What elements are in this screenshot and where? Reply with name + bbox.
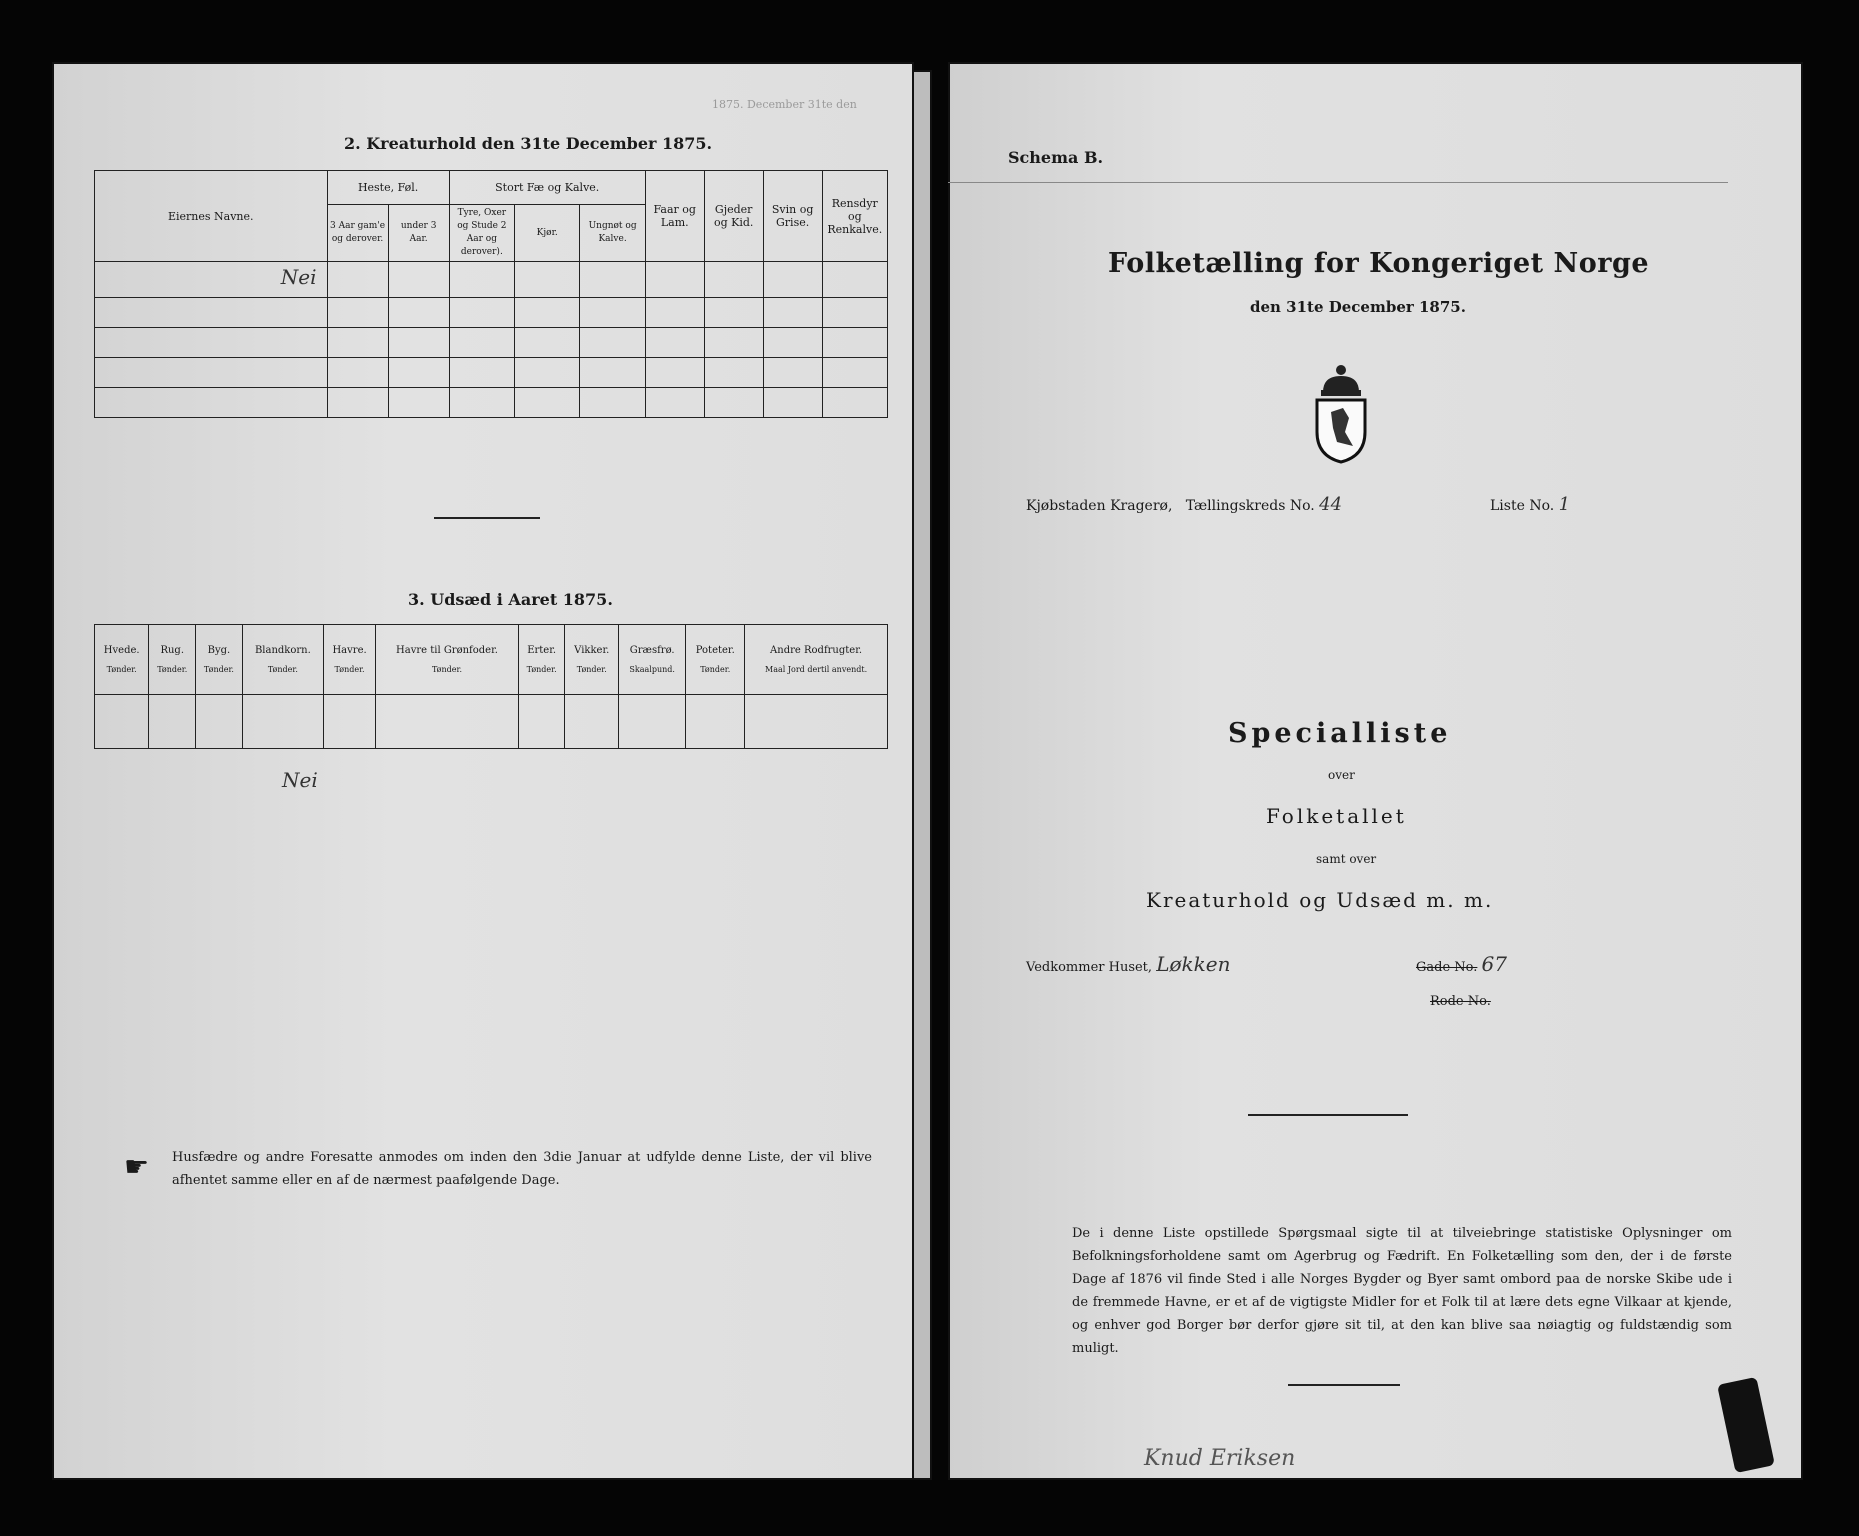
seed-header-cell <box>149 625 196 695</box>
table-row <box>95 388 888 418</box>
right-page <box>948 62 1803 1480</box>
schema-label: Schema B. <box>1008 148 1104 167</box>
left-page <box>52 62 914 1480</box>
seed-table <box>94 624 888 749</box>
seed-unit: Maal Jord dertil anvendt. <box>765 664 868 674</box>
kreaturhold-text: Kreaturhold og Udsæd m. m. <box>1146 888 1494 912</box>
pigs-header: Svin og Grise. <box>763 171 822 262</box>
seed-header-cell <box>376 625 519 695</box>
rode-label: Rode No. <box>1430 994 1491 1009</box>
seed-unit: Tønder. <box>431 664 462 674</box>
seed-crop-name: Byg. <box>207 644 231 656</box>
gade-number: 67 <box>1481 952 1507 976</box>
livestock-table <box>94 170 888 418</box>
seed-crop-name: Hvede. <box>103 644 140 656</box>
seed-header-cell <box>619 625 686 695</box>
divider-line <box>434 517 540 519</box>
list-number: 1 <box>1558 494 1571 515</box>
seed-blank-cell <box>242 695 323 749</box>
section-3-title: 3. Udsæd i Aaret 1875. <box>408 590 613 609</box>
goats-header: Gjeder og Kid. <box>704 171 763 262</box>
seed-crop-name: Græsfrø. <box>629 644 675 656</box>
seed-unit: Tønder. <box>157 664 188 674</box>
house-name: Løkken <box>1156 952 1231 976</box>
district-label: Tællingskreds No. <box>1185 498 1315 514</box>
seed-header-cell <box>196 625 243 695</box>
gade-label: Gade No. <box>1416 960 1478 975</box>
seed-blank-cell <box>149 695 196 749</box>
cattle-young-header: Ungnøt og Kalve. <box>580 205 645 262</box>
seed-blank-cell <box>95 695 149 749</box>
seed-blank-cell <box>745 695 888 749</box>
horses-under-3-header: under 3 Aar. <box>388 205 449 262</box>
cattle-bulls-header: Tyre, Oxer og Stude 2 Aar og derover). <box>449 205 514 262</box>
notice-text: Husfædre og andre Foresatte anmodes om inden den 3die Januar at udfylde denne Liste, der vil blive afhentet samme eller en af de nærmest paafølgende Dage. <box>172 1150 872 1188</box>
table-row <box>95 695 888 749</box>
district-number: 44 <box>1319 494 1343 515</box>
coat-of-arms-icon <box>1309 362 1373 464</box>
seed-crop-name: Vikker. <box>574 644 610 656</box>
seed-crop-name: Erter. <box>527 644 557 656</box>
table-row <box>95 358 888 388</box>
house-label: Vedkommer Huset, <box>1026 960 1153 975</box>
table-row <box>95 328 888 358</box>
handwritten-nei-livestock: Nei <box>280 265 317 289</box>
census-date: den 31te December 1875. <box>1250 298 1466 316</box>
divider-line <box>1248 1114 1408 1116</box>
cattle-header: Stort Fæ og Kalve. <box>449 171 645 205</box>
owners-header: Eiernes Navne. <box>95 171 328 262</box>
cattle-cows-header: Kjør. <box>515 205 580 262</box>
seed-unit: Tønder. <box>700 664 731 674</box>
seed-blank-cell <box>565 695 619 749</box>
explanatory-paragraph: De i denne Liste opstillede Spørgsmaal sigte til at tilveiebringe statistiske Oplysninger om Befolkningsforholdene samt om Agerbrug og Fædrift. En Folketælling som den, der i de første Dage af 1876 vil finde Sted i alle Norges Bygder og Byer samt ombord paa de norske Skibe ude i de fremmede Havne, er et af de vigtigste Midler for et Folk til at lære dets egne Vilkaar at kjende, og enhver god Borger bør derfor gjøre sit til, at den kan blive saa nøiagtig og fuldstændig som muligt. <box>1072 1226 1732 1356</box>
divider-line <box>1288 1384 1400 1386</box>
horses-3-over-header: 3 Aar gam'e og derover. <box>327 205 388 262</box>
samt-over-text: samt over <box>1316 852 1377 866</box>
horses-header: Heste, Føl. <box>327 171 449 205</box>
seed-unit: Tønder. <box>106 664 137 674</box>
pointing-hand-icon: ☛ <box>124 1150 150 1183</box>
seed-crop-name: Poteter. <box>695 644 735 656</box>
seed-unit: Skaalpund. <box>629 664 675 674</box>
seed-blank-cell <box>376 695 519 749</box>
seed-unit: Tønder. <box>334 664 365 674</box>
main-title: Folketælling for Kongeriget Norge <box>1108 248 1650 279</box>
reindeer-header: Rensdyr og Renkalve. <box>822 171 887 262</box>
seed-header-cell <box>745 625 888 695</box>
bleed-through-text: 1875. December 31te den <box>712 98 857 111</box>
gade-line <box>1416 952 1507 976</box>
table-row <box>95 262 888 298</box>
seed-blank-cell <box>323 695 375 749</box>
town-value: Kragerø, <box>1110 498 1173 514</box>
seed-blank-cell <box>518 695 565 749</box>
house-line <box>1026 952 1230 976</box>
specialliste-title: Specialliste <box>1228 718 1452 749</box>
seed-blank-cell <box>196 695 243 749</box>
seed-blank-cell <box>686 695 745 749</box>
handwritten-nei-seed: Nei <box>282 768 318 792</box>
town-label: Kjøbstaden <box>1026 498 1106 514</box>
signature: Knud Eriksen <box>1144 1446 1296 1471</box>
seed-unit: Tønder. <box>576 664 607 674</box>
list-label: Liste No. <box>1490 498 1555 514</box>
seed-header-cell <box>518 625 565 695</box>
list-line <box>1490 494 1570 515</box>
sheep-header: Faar og Lam. <box>645 171 704 262</box>
seed-crop-name: Rug. <box>160 644 185 656</box>
seed-header-cell <box>686 625 745 695</box>
town-line <box>1026 494 1342 515</box>
seed-blank-cell <box>619 695 686 749</box>
folketallet-text: Folketallet <box>1266 804 1407 828</box>
seed-unit: Tønder. <box>267 664 298 674</box>
table-row <box>95 298 888 328</box>
seed-header-cell <box>323 625 375 695</box>
seed-unit: Tønder. <box>526 664 557 674</box>
over-text: over <box>1328 768 1355 782</box>
faint-rule <box>948 182 1728 183</box>
section-2-title: 2. Kreaturhold den 31te December 1875. <box>344 134 713 153</box>
seed-unit: Tønder. <box>203 664 234 674</box>
seed-crop-name: Havre. <box>332 644 367 656</box>
seed-crop-name: Havre til Grønfoder. <box>396 644 498 656</box>
seed-header-cell <box>95 625 149 695</box>
seed-crop-name: Andre Rodfrugter. <box>770 644 863 656</box>
seed-header-cell <box>565 625 619 695</box>
seed-header-cell <box>242 625 323 695</box>
seed-crop-name: Blandkorn. <box>254 644 311 656</box>
